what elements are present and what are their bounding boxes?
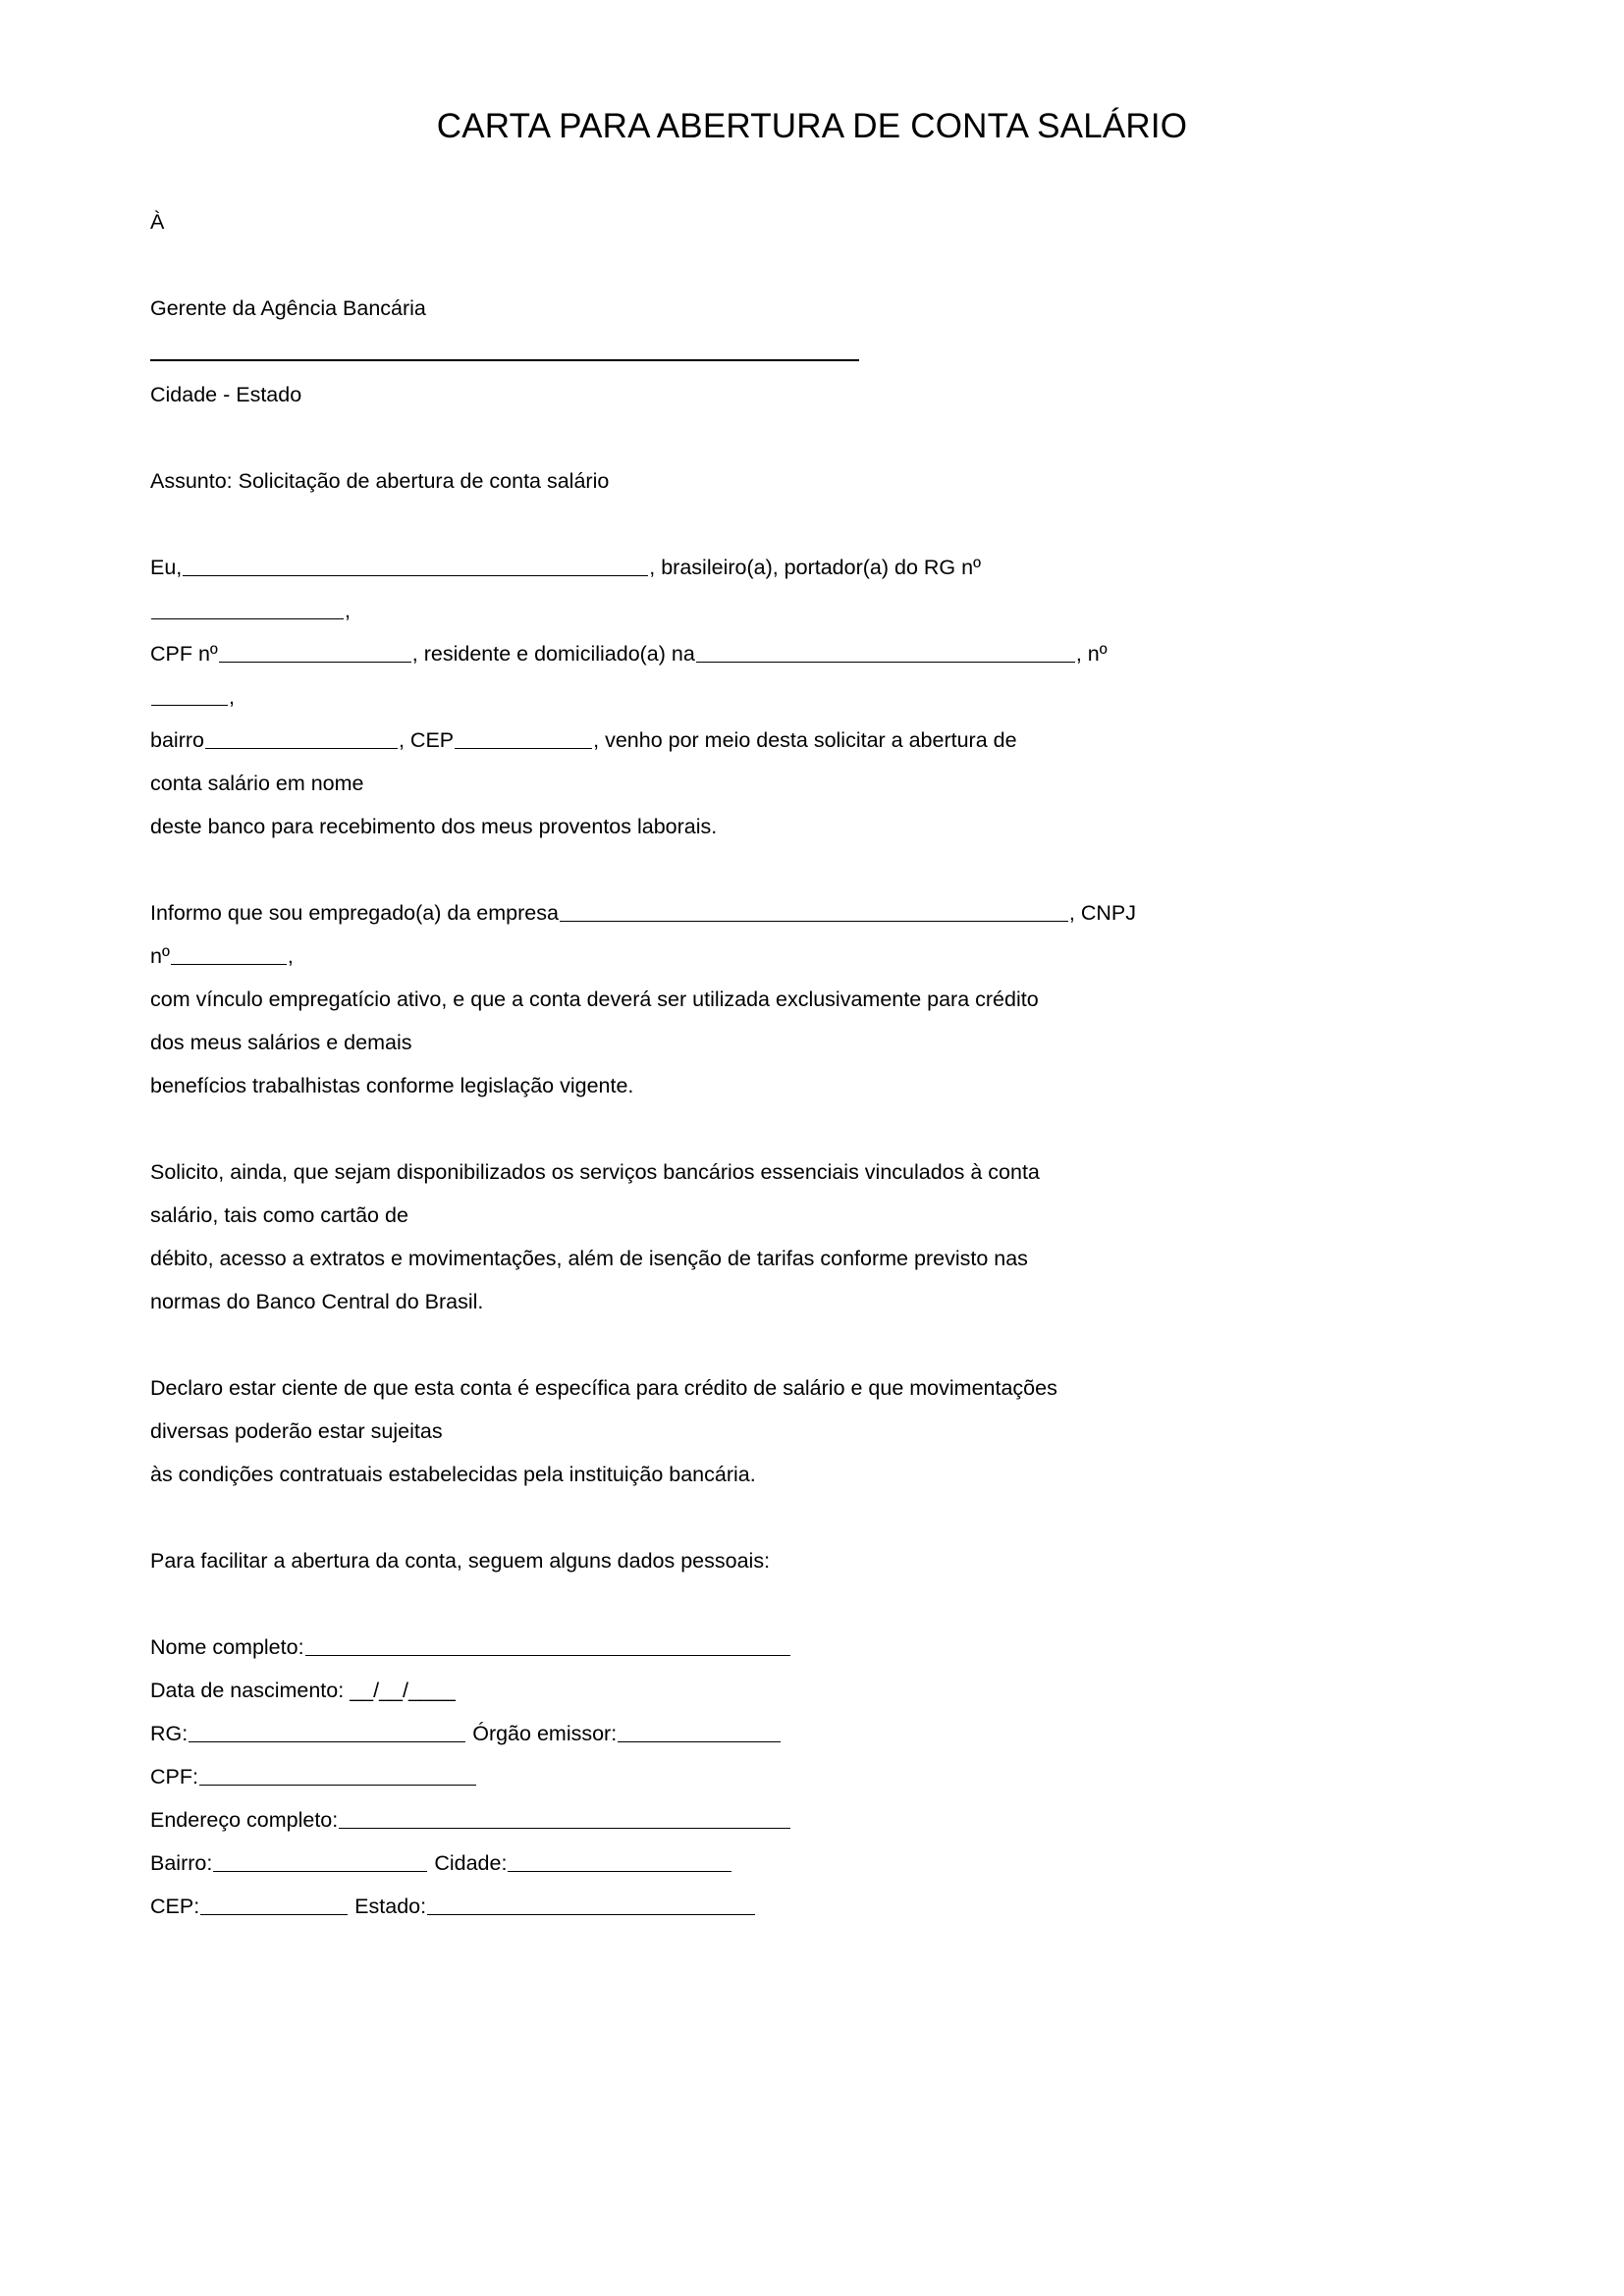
nome-completo-label: Nome completo: (150, 1635, 304, 1659)
p1-l3-mid: , residente e domiciliado(a) na (411, 642, 695, 666)
paragraph1-line2 (150, 589, 1525, 632)
p1-l5-mid: , CEP (398, 728, 455, 752)
subject-line: Assunto: Solicitação de abertura de conta salário (150, 469, 610, 493)
paragraph1-line1 (150, 546, 1525, 589)
cidade-input[interactable] (508, 1852, 731, 1872)
cpf-input[interactable] (199, 1766, 476, 1786)
paragraph2-line4: dos meus salários e demais (150, 1031, 412, 1054)
orgao-emissor-label: Órgão emissor: (472, 1722, 618, 1745)
blank-cep[interactable] (455, 729, 592, 749)
cep-input[interactable] (200, 1896, 348, 1915)
spacer-1 (150, 243, 1525, 287)
spacer-5 (150, 1107, 1525, 1150)
nome-completo-input[interactable] (305, 1636, 790, 1656)
paragraph1-line7: deste banco para recebimento dos meus proventos laborais. (150, 815, 718, 838)
spacer-3 (150, 503, 1525, 546)
field-cpf (150, 1755, 1525, 1798)
paragraph2-line5: benefícios trabalhistas conforme legislação vigente. (150, 1074, 634, 1097)
paragraph3-line2: salário, tais como cartão de (150, 1203, 408, 1227)
field-nome-completo (150, 1626, 1525, 1669)
field-rg-orgao (150, 1712, 1525, 1755)
p1-l5-suffix: , venho por meio desta solicitar a abertura de (593, 728, 1017, 752)
blank-numero[interactable] (151, 686, 228, 706)
bairro-label: Bairro: (150, 1851, 213, 1875)
p2-l2-suffix: , (287, 944, 294, 968)
endereco-label: Endereço completo: (150, 1808, 339, 1832)
recipient-rule-row (150, 330, 1525, 373)
p1-l3-suffix: , nº (1075, 642, 1108, 666)
spacer-7 (150, 1496, 1525, 1539)
field-bairro-cidade (150, 1842, 1525, 1885)
spacer-2 (150, 416, 1525, 459)
field-cep-estado (150, 1885, 1525, 1928)
paragraph1-line3 (150, 632, 1525, 675)
cep-label: CEP: (150, 1895, 200, 1918)
p1-l2-suffix: , (345, 599, 351, 622)
paragraph4-line2: diversas poderão estar sujeitas (150, 1419, 443, 1443)
blank-empresa[interactable] (560, 902, 1068, 922)
field-endereco (150, 1798, 1525, 1842)
paragraph3-line4: normas do Banco Central do Brasil. (150, 1290, 484, 1313)
p1-l1-suffix: , brasileiro(a), portador(a) do RG nº (649, 556, 981, 579)
p1-l3-prefix: CPF nº (150, 642, 218, 666)
cpf-label: CPF: (150, 1765, 198, 1789)
paragraph2-line1 (150, 891, 1525, 934)
paragraph1-line5 (150, 719, 1525, 762)
p2-l2-prefix: nº (150, 944, 170, 968)
field-data-nascimento (150, 1669, 1525, 1712)
recipient-marker: À (150, 210, 165, 234)
p1-l5-prefix: bairro (150, 728, 204, 752)
blank-rg[interactable] (151, 600, 344, 619)
paragraph2-line2 (150, 934, 1525, 978)
paragraph1-line4 (150, 675, 1525, 719)
data-nascimento-input[interactable]: __/__/____ (350, 1679, 456, 1702)
bairro-input[interactable] (213, 1852, 427, 1872)
p2-l1-suffix: , CNPJ (1068, 901, 1136, 925)
blank-cpf[interactable] (219, 643, 411, 663)
estado-input[interactable] (427, 1896, 755, 1915)
recipient-role: Gerente da Agência Bancária (150, 296, 426, 320)
spacer-8 (150, 1582, 1525, 1626)
p1-l4-suffix: , (229, 685, 235, 709)
paragraph1-line6: conta salário em nome (150, 772, 364, 795)
address-divider-rule (150, 359, 859, 361)
rg-label: RG: (150, 1722, 189, 1745)
rg-input[interactable] (189, 1723, 465, 1742)
paragraph2-line3: com vínculo empregatício ativo, e que a conta deverá ser utilizada exclusivamente para crédito (150, 988, 1039, 1011)
spacer-4 (150, 848, 1525, 891)
p2-l1-prefix: Informo que sou empregado(a) da empresa (150, 901, 559, 925)
paragraph4-line1: Declaro estar ciente de que esta conta é específica para crédito de salário e que movimentações (150, 1376, 1057, 1400)
data-nascimento-label: Data de nascimento: (150, 1679, 345, 1702)
paragraph5-line1: Para facilitar a abertura da conta, seguem alguns dados pessoais: (150, 1549, 771, 1573)
paragraph4-line3: às condições contratuais estabelecidas pela instituição bancária. (150, 1463, 756, 1486)
cidade-label: Cidade: (434, 1851, 508, 1875)
paragraph3-line1: Solicito, ainda, que sejam disponibilizados os serviços bancários essenciais vinculados à conta (150, 1160, 1040, 1184)
blank-cnpj[interactable] (171, 945, 287, 965)
personal-data-fields (150, 1626, 1525, 1928)
p1-l1-prefix: Eu, (150, 556, 183, 579)
page-title: CARTA PARA ABERTURA DE CONTA SALÁRIO (436, 107, 1188, 145)
blank-nome[interactable] (183, 557, 648, 576)
orgao-emissor-input[interactable] (618, 1723, 781, 1742)
spacer-6 (150, 1323, 1525, 1366)
letter-body (150, 200, 1525, 1928)
endereco-input[interactable] (339, 1809, 790, 1829)
estado-label: Estado: (354, 1895, 427, 1918)
blank-bairro[interactable] (205, 729, 398, 749)
paragraph3-line3: débito, acesso a extratos e movimentações, além de isenção de tarifas conforme previsto nas (150, 1247, 1028, 1270)
recipient-city-state: Cidade - Estado (150, 383, 302, 406)
blank-endereco[interactable] (696, 643, 1075, 663)
